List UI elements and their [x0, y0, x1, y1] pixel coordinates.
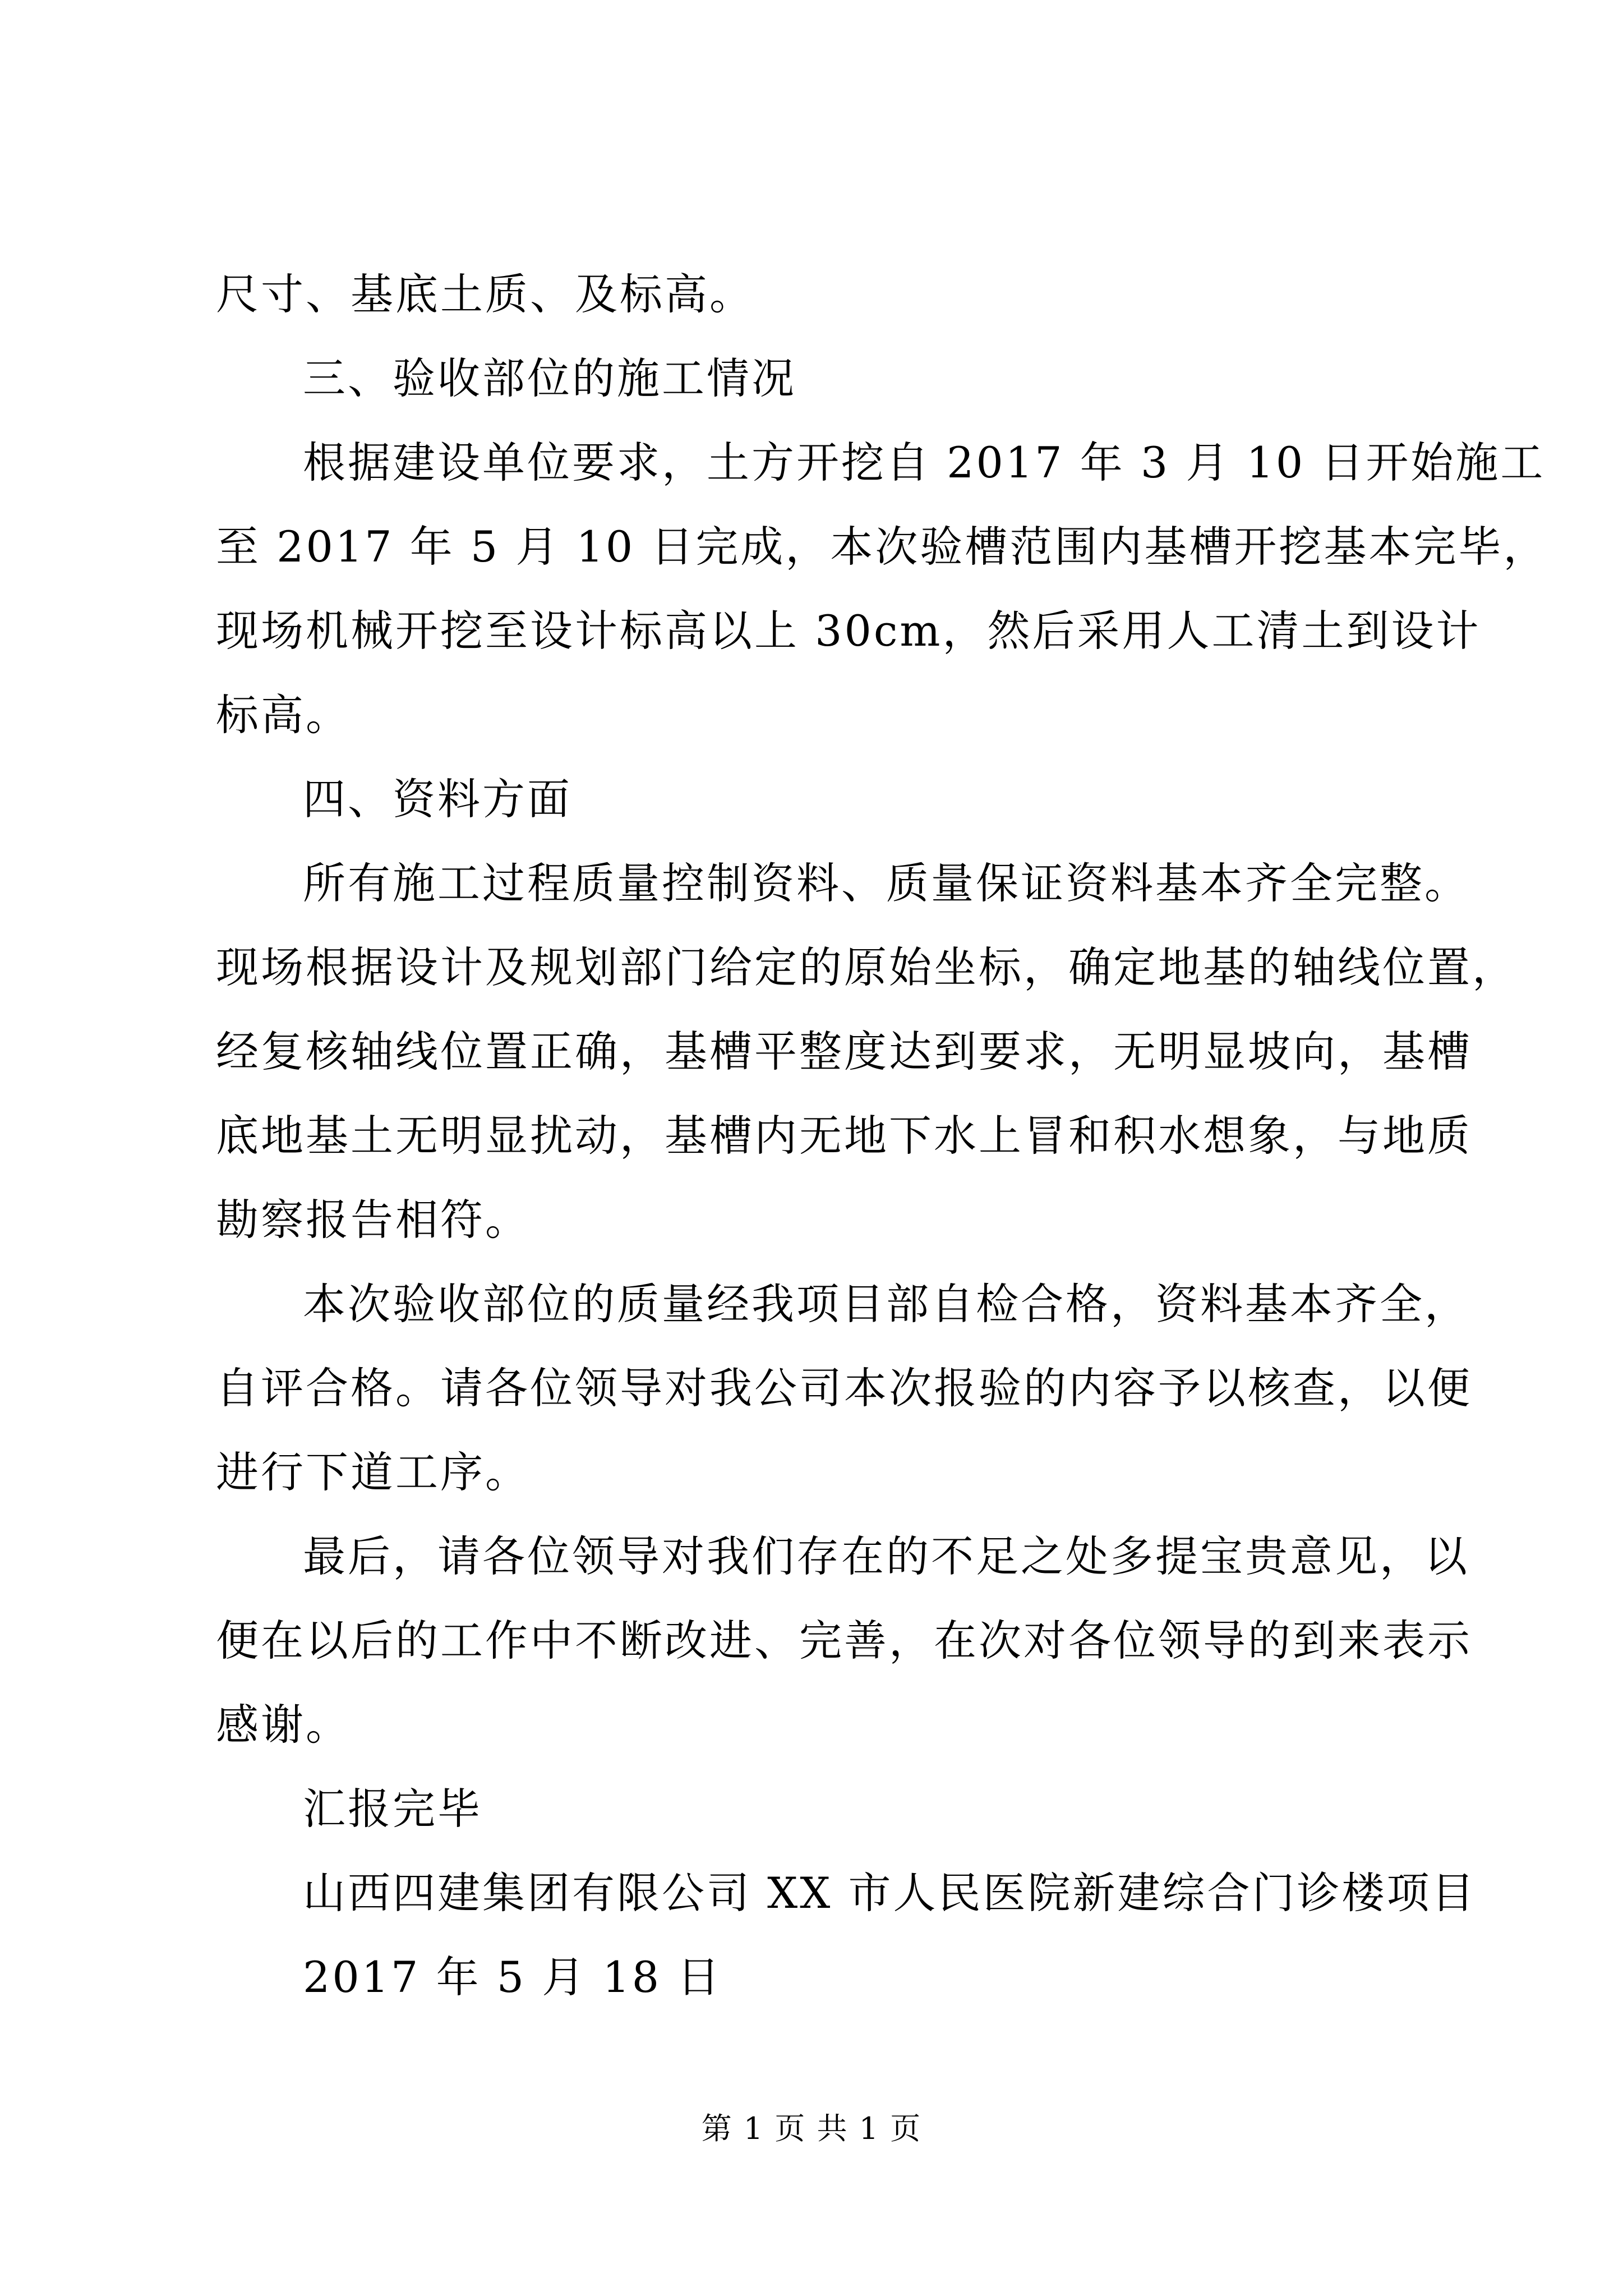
- text-line: 尺寸、基底土质、及标高。: [216, 269, 754, 319]
- closing-line: 汇报完毕: [303, 1784, 482, 1834]
- text-line: 经复核轴线位置正确，基槽平整度达到要求，无明显坡向，基槽: [216, 1027, 1472, 1076]
- document-body: [216, 252, 1548, 2019]
- page-footer: [0, 2109, 1623, 2148]
- text-line: 底地基土无明显扰动，基槽内无地下水上冒和积水想象，与地质: [216, 1111, 1472, 1161]
- text-line: 现场机械开挖至设计标高以上 30cm，然后采用人工清土到设计: [216, 606, 1481, 656]
- text-line: 便在以后的工作中不断改进、完善，在次对各位领导的到来表示: [216, 1616, 1472, 1665]
- text-line: 标高。: [216, 690, 351, 740]
- text-line: 所有施工过程质量控制资料、质量保证资料基本齐全完整。: [303, 858, 1469, 908]
- text-line: 进行下道工序。: [216, 1447, 530, 1497]
- signature-organization: 山西四建集团有限公司 XX 市人民医院新建综合门诊楼项目: [303, 1868, 1477, 1918]
- text-line: 感谢。: [216, 1700, 351, 1750]
- text-line: 勘察报告相符。: [216, 1195, 530, 1245]
- text-line: 最后，请各位领导对我们存在的不足之处多提宝贵意见，以: [303, 1531, 1469, 1581]
- page-number-label: 第 1 页 共 1 页: [701, 2111, 922, 2146]
- text-line: 自评合格。请各位领导对我公司本次报验的内容予以核查，以便: [216, 1363, 1472, 1413]
- signature-date: 2017 年 5 月 18 日: [303, 1952, 722, 2002]
- text-line: 根据建设单位要求，土方开挖自 2017 年 3 月 10 日开始施工: [303, 438, 1546, 487]
- section-heading: 三、验收部位的施工情况: [303, 353, 796, 403]
- text-line: 至 2017 年 5 月 10 日完成，本次验槽范围内基槽开挖基本完毕，: [216, 522, 1548, 572]
- section-heading: 四、资料方面: [303, 774, 572, 824]
- text-line: 本次验收部位的质量经我项目部自检合格，资料基本齐全，: [303, 1279, 1469, 1329]
- text-line: 现场根据设计及规划部门给定的原始坐标，确定地基的轴线位置，: [216, 942, 1517, 992]
